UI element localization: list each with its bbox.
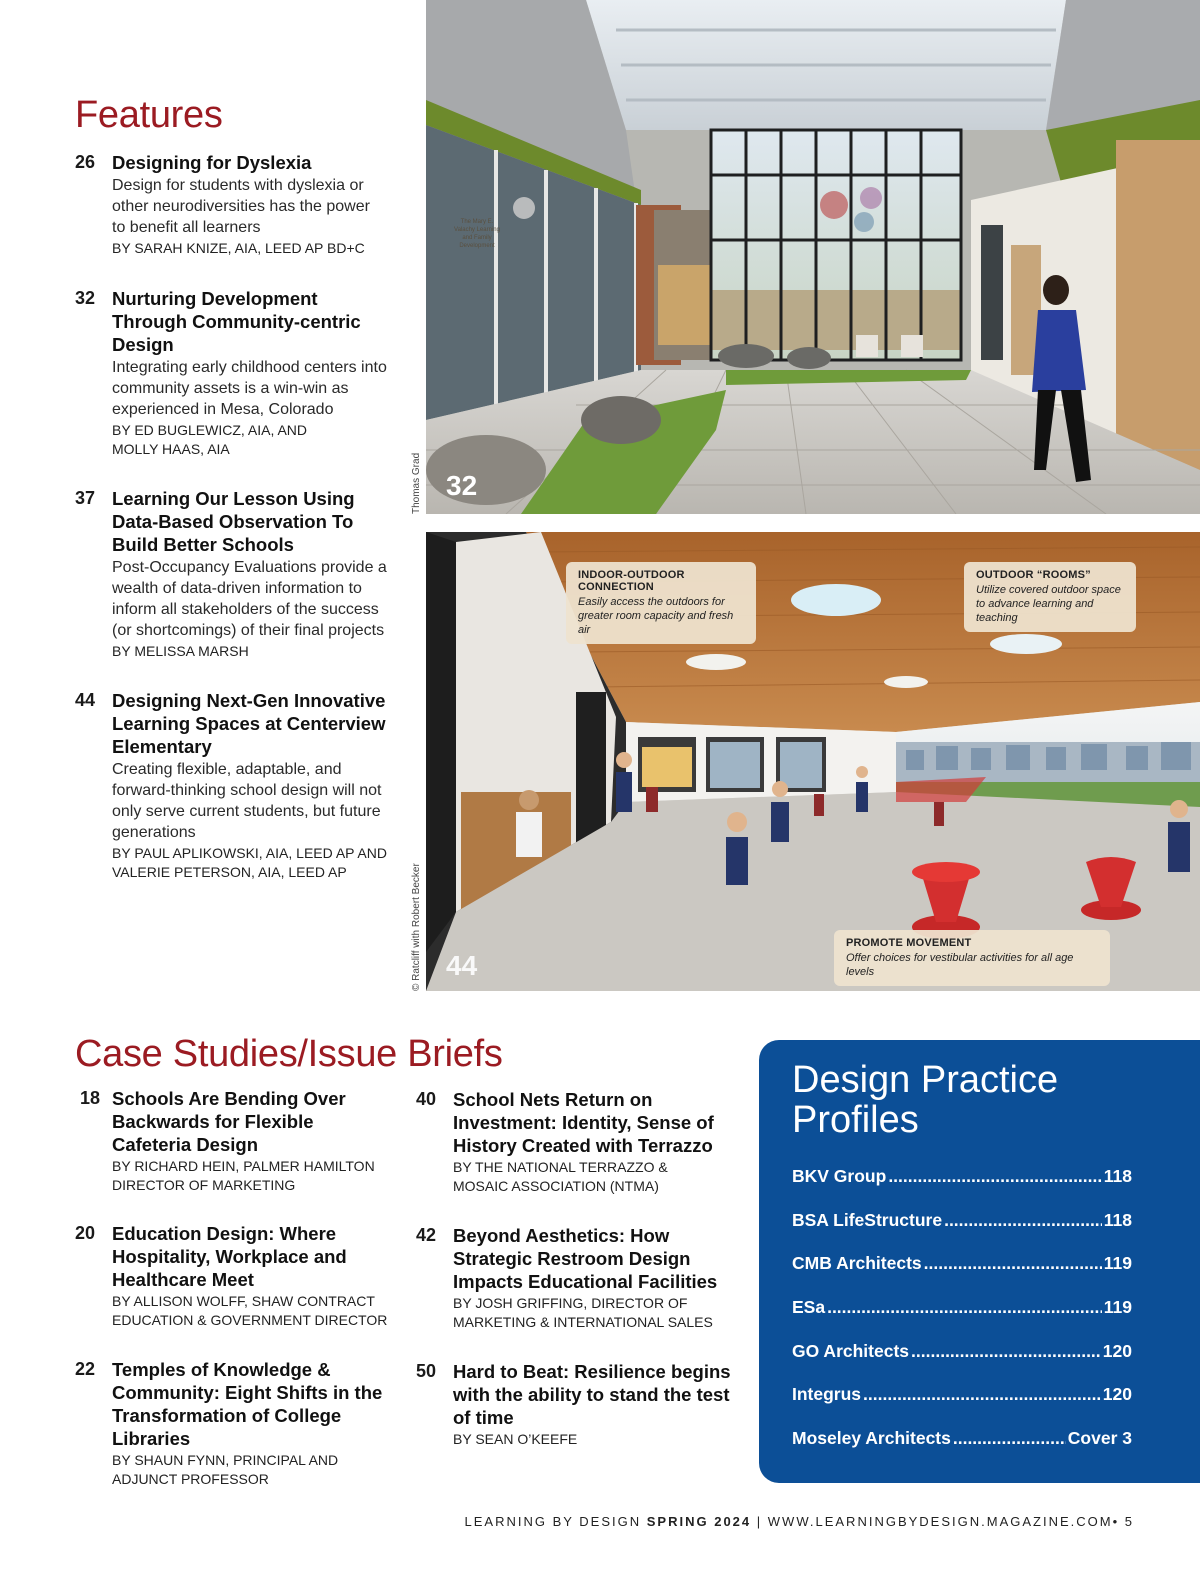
profile-name: GO Architects	[792, 1340, 910, 1361]
article-description: Design for students with dyslexia or other neurodiversities has the power to benefit all learners	[112, 177, 370, 236]
photo-page-number: 44	[446, 950, 478, 981]
rendering-photo	[426, 532, 1200, 991]
article-byline: BY ALLISON WOLFF, SHAW CONTRACT EDUCATION & GOVERNMENT DIRECTOR	[112, 1293, 388, 1328]
profile-name: Integrus	[792, 1384, 862, 1405]
leader-dots	[924, 1253, 1102, 1274]
profile-item[interactable]	[792, 1384, 1132, 1428]
article-description: Creating flexible, adaptable, and forward-thinking school design will not only serve current students, but future generations	[112, 761, 382, 841]
article-title: Learning Our Lesson Using Data-Based Observation To Build Better Schools	[112, 488, 355, 555]
page-number: 50	[416, 1361, 437, 1381]
page-footer	[465, 1514, 1135, 1529]
leader-dots	[888, 1166, 1101, 1187]
page-number: 40	[416, 1089, 437, 1109]
profile-item[interactable]	[792, 1253, 1132, 1297]
profile-item[interactable]	[792, 1428, 1132, 1472]
profile-page: 120	[1102, 1384, 1132, 1405]
article-title: Designing Next-Gen Innovative Learning Spaces at Centerview Elementary	[112, 690, 386, 757]
design-practice-list	[792, 1166, 1132, 1472]
leader-dots	[863, 1384, 1101, 1405]
leader-dots	[827, 1297, 1102, 1318]
article-byline: BY SARAH KNIZE, AIA, LEED AP BD+C	[112, 240, 365, 256]
article-description: Integrating early childhood centers into community assets is a win-win as experienced in Mesa, Colorado	[112, 359, 387, 418]
page-number: 20	[75, 1223, 96, 1243]
article-title: Temples of Knowledge & Community: Eight Shifts in the Transformation of College Libraries	[112, 1359, 383, 1449]
profile-page: 119	[1103, 1253, 1132, 1274]
article-byline: BY SEAN O’KEEFE	[453, 1431, 578, 1447]
case-studies-heading: Case Studies/Issue Briefs	[75, 1033, 503, 1075]
photo-page-number: 32	[446, 470, 478, 501]
page-number: 26	[75, 152, 96, 172]
callout-indoor-outdoor	[566, 562, 756, 644]
callout-title: OUTDOOR “ROOMS”	[976, 569, 1091, 581]
page-number: 18	[80, 1088, 101, 1108]
profile-page: 119	[1103, 1297, 1132, 1318]
features-heading: Features	[75, 94, 223, 136]
footer-page-number: 5	[1124, 1514, 1134, 1529]
footer-website[interactable]: WWW.LEARNINGBYDESIGN.MAGAZINE.COM	[767, 1514, 1113, 1529]
article-byline: BY MELISSA MARSH	[112, 643, 249, 659]
callout-title: INDOOR-OUTDOOR CONNECTION	[578, 569, 685, 593]
profile-item[interactable]	[792, 1210, 1132, 1254]
profile-name: ESa	[792, 1297, 826, 1318]
profile-page: 120	[1102, 1340, 1132, 1361]
footer-bullet: •	[1112, 1514, 1120, 1529]
article-byline: BY JOSH GRIFFING, DIRECTOR OF MARKETING & INTERNATIONAL SALES	[453, 1295, 713, 1330]
callout-promote-movement	[834, 930, 1110, 986]
article-byline: BY RICHARD HEIN, PALMER HAMILTON DIRECTOR OF MARKETING	[112, 1158, 375, 1193]
photo-credit: © Ratcliff with Robert Becker	[411, 863, 422, 991]
callout-description: Easily access the outdoors for greater room capacity and fresh air	[578, 596, 734, 636]
profile-name: BKV Group	[792, 1166, 887, 1186]
page-number: 44	[75, 690, 96, 710]
article-title: Beyond Aesthetics: How Strategic Restroom Design Impacts Educational Facilities	[453, 1225, 718, 1292]
profile-item[interactable]	[792, 1341, 1132, 1385]
page-number: 37	[75, 488, 96, 508]
page-number: 42	[416, 1225, 437, 1245]
design-practice-heading: Design Practice Profiles	[792, 1059, 1059, 1141]
article-title: School Nets Return on Investment: Identity, Sense of History Created with Terrazzo	[453, 1089, 714, 1156]
callout-title: PROMOTE MOVEMENT	[846, 937, 972, 949]
page-number: 32	[75, 288, 96, 308]
profile-name: CMB Architects	[792, 1253, 922, 1274]
article-title: Schools Are Bending Over Backwards for Flexible Cafeteria Design	[112, 1088, 346, 1155]
profile-item[interactable]	[792, 1297, 1132, 1341]
profile-page: 118	[1103, 1166, 1132, 1186]
article-byline: BY ED BUGLEWICZ, AIA, AND MOLLY HAAS, AIA	[112, 422, 308, 457]
article-byline: BY SHAUN FYNN, PRINCIPAL AND ADJUNCT PROFESSOR	[112, 1452, 339, 1487]
callout-outdoor-rooms	[964, 562, 1136, 632]
profile-name: BSA LifeStructure	[792, 1209, 943, 1230]
profile-page: 118	[1103, 1209, 1132, 1230]
profile-page: Cover 3	[1067, 1428, 1132, 1449]
article-title: Nurturing Development Through Community-centric Design	[112, 288, 361, 355]
leader-dots	[911, 1341, 1101, 1362]
callout-description: Offer choices for vestibular activities for all age levels	[846, 952, 1074, 978]
article-description: Post-Occupancy Evaluations provide a wealth of data-driven information to inform all stakeholders of the success (or shortcomings) of their final projects	[112, 559, 387, 639]
article-title: Hard to Beat: Resilience begins with the ability to stand the test of time	[453, 1361, 731, 1428]
footer-magazine: LEARNING BY DESIGN	[464, 1514, 642, 1529]
article-title: Designing for Dyslexia	[112, 152, 312, 173]
article-title: Education Design: Where Hospitality, Workplace and Healthcare Meet	[112, 1223, 347, 1290]
design-practice-panel	[759, 1040, 1200, 1483]
leader-dots	[953, 1428, 1066, 1449]
page-number: 22	[75, 1359, 96, 1379]
atrium-photo	[426, 0, 1200, 514]
footer-separator: |	[756, 1514, 763, 1529]
wall-sign: The Mary E. Valachy Learning and Family Development	[454, 219, 500, 249]
article-byline: BY THE NATIONAL TERRAZZO & MOSAIC ASSOCIATION (NTMA)	[453, 1159, 668, 1194]
photo-credit: Thomas Grad	[411, 452, 422, 514]
footer-issue: SPRING 2024	[646, 1514, 752, 1529]
profile-item[interactable]	[792, 1166, 1132, 1210]
article-byline: BY PAUL APLIKOWSKI, AIA, LEED AP AND VALERIE PETERSON, AIA, LEED AP	[112, 845, 387, 880]
leader-dots	[944, 1210, 1102, 1231]
callout-description: Utilize covered outdoor space to advance learning and teaching	[976, 584, 1121, 624]
profile-name: Moseley Architects	[792, 1428, 951, 1449]
